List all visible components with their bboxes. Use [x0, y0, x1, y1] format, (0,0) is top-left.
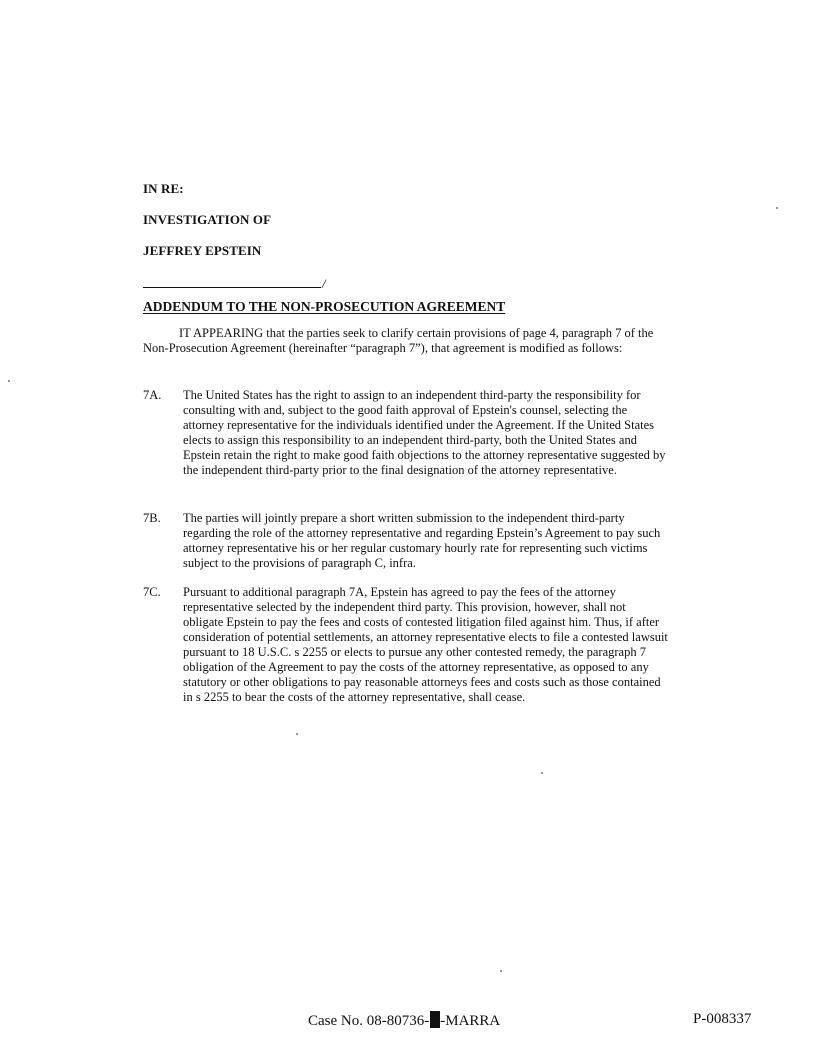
signature-slash: /: [322, 276, 326, 291]
caption-investigation: INVESTIGATION OF: [143, 212, 272, 227]
case-number-suffix: -MARRA: [440, 1013, 501, 1029]
paragraph-text: The United States has the right to assign to an independent third-party the responsibility for consulting with and, subject to the good faith approval of Epstein's counsel, selecting the attorney representative for the individuals identified under the Agreement. If the United States elects to assign this responsibility to an independent third-party, both the United States and Epstein retain the right to make good faith objections to the attorney representative suggested by the independent third-party prior to the final designation of the attorney representative.: [183, 388, 666, 477]
paragraph-text: Pursuant to additional paragraph 7A, Epstein has agreed to pay the fees of the attorney representative selected by the independent third party. This provision, however, shall not obligate Epstein to pay the fees and costs of contested litigation filed against him. Thus, if after consideration of potential settlements, an attorney representative elects to file a contested lawsuit pursuant to 18 U.S.C. s 2255 or elects to pursue any other contested remedy, the paragraph 7 obligation of the Agreement to pay the costs of the attorney representative, as opposed to any statutory or other obligations to pay reasonable attorneys fees and costs such as those contained in s 2255 to bear the costs of the attorney representative, shall cease.: [183, 585, 668, 704]
paragraph-7a: [143, 388, 668, 478]
footer-bates-number: P-008337: [693, 1011, 752, 1027]
scan-speck: [541, 772, 543, 774]
paragraph-label: 7C.: [143, 585, 161, 599]
paragraph-7c: [143, 585, 668, 705]
footer-case-number: [308, 1011, 500, 1030]
scan-speck: [296, 733, 298, 735]
scan-speck: [776, 207, 778, 209]
paragraph-text: The parties will jointly prepare a short written submission to the independent third-party regarding the role of the attorney representative and regarding Epstein’s Agreement to pay such attorney representative his or her regular customary hourly rate for representing such victims subject to the provisions of paragraph C, infra.: [183, 511, 661, 570]
signature-rule: [143, 275, 321, 288]
paragraph-7b: [143, 511, 668, 571]
caption-signature-line: [143, 275, 326, 291]
scan-speck: [500, 970, 502, 972]
case-number-prefix: Case No. 08-80736-: [308, 1013, 430, 1029]
scan-speck: [8, 380, 10, 382]
intro-paragraph: IT APPEARING that the parties seek to clarify certain provisions of page 4, paragraph 7 of the Non-Prosecution Agreement (hereinafter “paragraph 7”), that agreement is modified as follows:: [143, 326, 654, 355]
caption-name: JEFFREY EPSTEIN: [143, 243, 262, 258]
paragraph-label: 7B.: [143, 511, 161, 525]
document-heading: ADDENDUM TO THE NON-PROSECUTION AGREEMENT: [143, 299, 506, 314]
paragraph-label: 7A.: [143, 388, 162, 402]
redaction-block: [430, 1011, 440, 1028]
caption-in-re: IN RE:: [143, 181, 184, 196]
